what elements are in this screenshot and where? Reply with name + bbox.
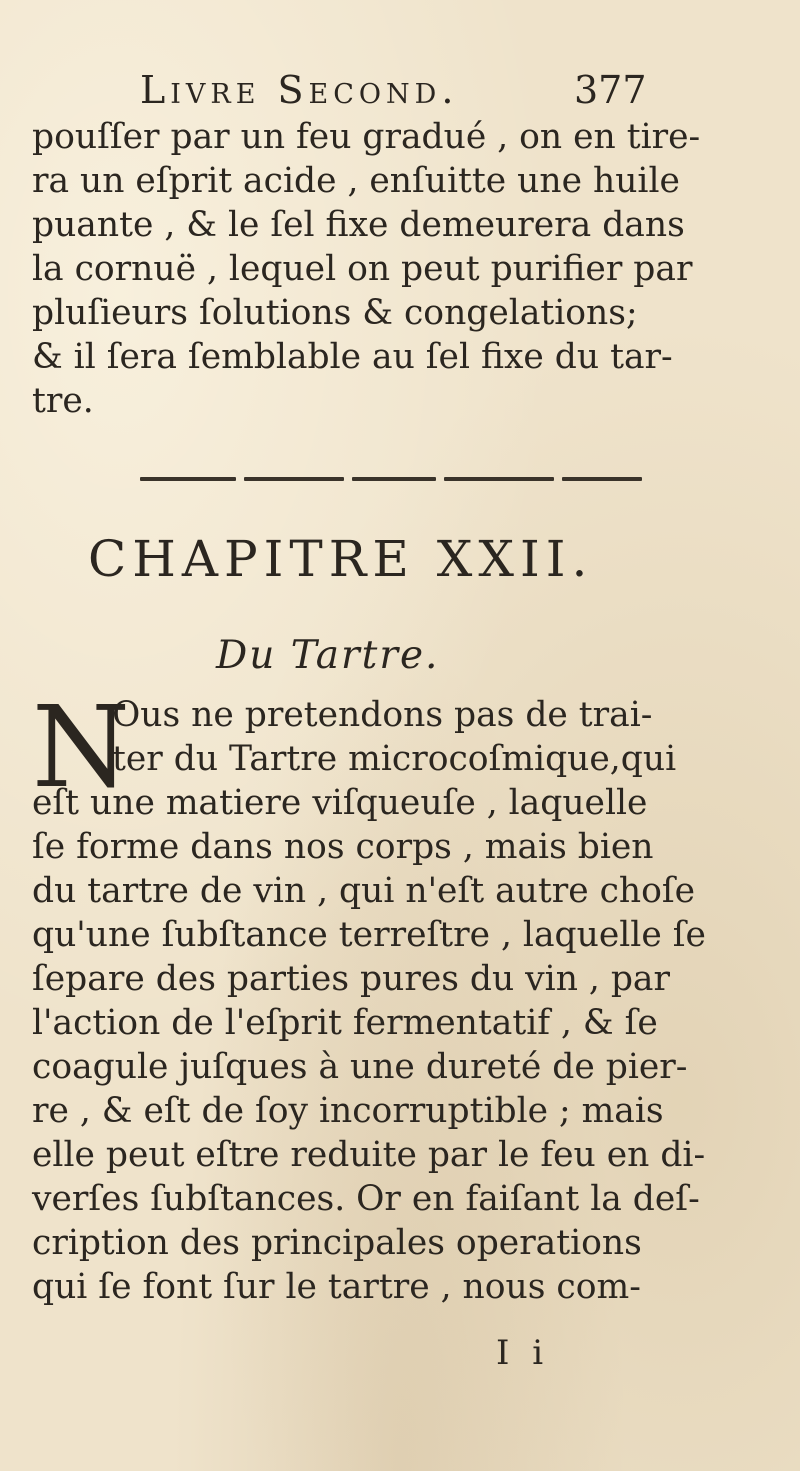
- text-line: ſepare des parties pures du vin , par: [32, 959, 670, 999]
- drop-cap: N: [32, 683, 130, 813]
- text-line: la cornuë , lequel on peut purifier par: [32, 249, 693, 289]
- running-head: Livre Second.: [140, 68, 459, 112]
- text-line: pluſieurs ſolutions & congelations;: [32, 293, 638, 333]
- text-line: cription des principales operations: [32, 1223, 642, 1263]
- chapter-subtitle: Du Tartre.: [216, 633, 440, 678]
- page-number: 377: [574, 68, 647, 112]
- text-line: pouſſer par un feu gradué , on en tire-: [32, 117, 701, 157]
- signature-mark: I i: [496, 1333, 550, 1373]
- text-line: ſe forme dans nos corps , mais bien: [32, 827, 654, 867]
- text-line: puante , & le ſel fixe demeurera dans: [32, 205, 685, 245]
- text-line: ra un eſprit acide , enſuitte une huile: [32, 161, 680, 201]
- text-line: qu'une ſubſtance terreſtre , laquelle ſe: [32, 915, 706, 955]
- text-line: elle peut eſtre reduite par le feu en di-: [32, 1135, 706, 1175]
- text-line: coagule juſques à une dureté de pier-: [32, 1047, 688, 1087]
- ornamental-rule: [140, 476, 642, 484]
- text-line: verſes ſubſtances. Or en faiſant la deſ-: [32, 1179, 700, 1219]
- text-line: & il ſera ſemblable au ſel fixe du tar-: [32, 337, 673, 377]
- page-header: [0, 68, 800, 118]
- text-line: qui ſe font ſur le tartre , nous com-: [32, 1267, 641, 1307]
- text-line: tre.: [32, 381, 94, 421]
- text-line: re , & eſt de ſoy incorruptible ; mais: [32, 1091, 664, 1131]
- text-line: ter du Tartre microcoſmique,qui: [112, 739, 677, 779]
- text-line: eſt une matiere viſqueuſe , laquelle: [32, 783, 648, 823]
- text-line: du tartre de vin , qui n'eſt autre choſe: [32, 871, 696, 911]
- text-line: Ous ne pretendons pas de trai-: [112, 695, 653, 735]
- text-line: l'action de l'eſprit fermentatif , & ſe: [32, 1003, 658, 1043]
- chapter-title: CHAPITRE XXII.: [88, 530, 594, 588]
